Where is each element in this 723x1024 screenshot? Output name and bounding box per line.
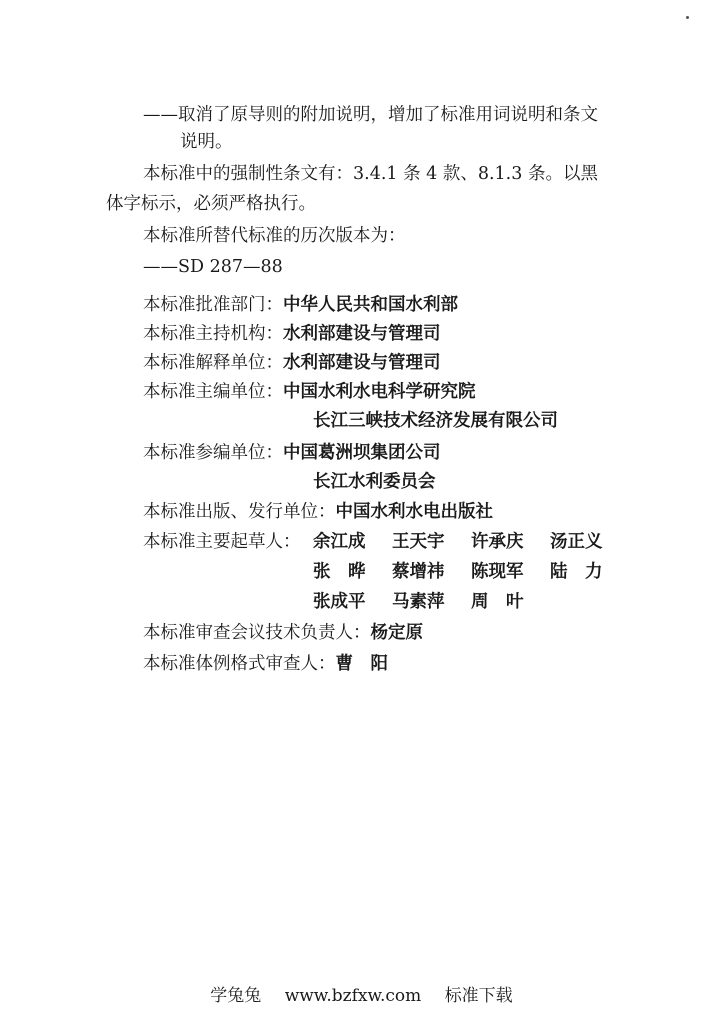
drafter-name: 蔡增祎	[392, 562, 445, 582]
drafter-name: 周 叶	[471, 592, 524, 612]
coedit-value-1: 中国葛洲坝集团公司	[283, 443, 441, 463]
scan-speck	[686, 16, 689, 19]
drafter-name: 余江成	[313, 532, 366, 552]
approve-value: 中华人民共和国水利部	[283, 295, 458, 315]
coedit-value-2: 长江水利委员会	[313, 472, 436, 492]
format-value: 曹 阳	[335, 654, 388, 674]
intro-line-1: ——取消了原导则的附加说明，增加了标准用词说明和条文	[143, 105, 598, 125]
drafters-line-1	[313, 531, 629, 553]
review-row	[143, 622, 423, 644]
intro-line-5: 本标准所替代标准的历次版本为：	[143, 226, 406, 246]
drafters-label: 本标准主要起草人：	[143, 532, 301, 552]
publisher-row	[143, 501, 493, 523]
approve-row	[143, 294, 458, 316]
footer-watermark	[0, 985, 723, 1007]
drafters-line-2	[313, 561, 629, 583]
drafter-name: 张 晔	[313, 562, 366, 582]
chief-row	[143, 381, 476, 403]
host-value: 水利部建设与管理司	[283, 324, 441, 344]
coedit-row	[143, 442, 441, 464]
publisher-label: 本标准出版、发行单位：	[143, 502, 336, 522]
footer-site-name: 学兔兔	[210, 986, 262, 1006]
drafters-row	[143, 531, 301, 553]
drafter-name: 王天宇	[392, 532, 445, 552]
review-label: 本标准审查会议技术负责人：	[143, 623, 371, 643]
intro-line-2: 说明。	[180, 132, 233, 152]
drafter-name: 汤正义	[550, 532, 603, 552]
chief-value-1: 中国水利水电科学研究院	[283, 382, 476, 402]
drafter-name: 张成平	[313, 592, 366, 612]
interpret-label: 本标准解释单位：	[143, 353, 283, 373]
intro-line-3: 本标准中的强制性条文有：3.4.1 条 4 款、8.1.3 条。以黑	[143, 164, 598, 184]
review-value: 杨定原	[370, 623, 423, 643]
approve-label: 本标准批准部门：	[143, 295, 283, 315]
format-label: 本标准体例格式审查人：	[143, 654, 336, 674]
footer-tagline: 标准下载	[444, 986, 513, 1006]
coedit-label: 本标准参编单位：	[143, 443, 283, 463]
footer-url[interactable]: www.bzfxw.com	[284, 986, 422, 1006]
chief-label: 本标准主编单位：	[143, 382, 283, 402]
interpret-row	[143, 352, 441, 374]
host-row	[143, 323, 441, 345]
format-row	[143, 653, 388, 675]
intro-line-6: ——SD 287—88	[143, 257, 283, 277]
intro-line-4: 体字标示，必须严格执行。	[106, 194, 316, 214]
drafter-name: 许承庆	[471, 532, 524, 552]
drafters-line-3	[313, 591, 550, 613]
drafter-name: 陆 力	[550, 562, 603, 582]
publisher-value: 中国水利水电出版社	[335, 502, 493, 522]
interpret-value: 水利部建设与管理司	[283, 353, 441, 373]
drafter-name: 马素萍	[392, 592, 445, 612]
drafter-name: 陈现军	[471, 562, 524, 582]
chief-value-2: 长江三峡技术经济发展有限公司	[313, 411, 558, 431]
host-label: 本标准主持机构：	[143, 324, 283, 344]
